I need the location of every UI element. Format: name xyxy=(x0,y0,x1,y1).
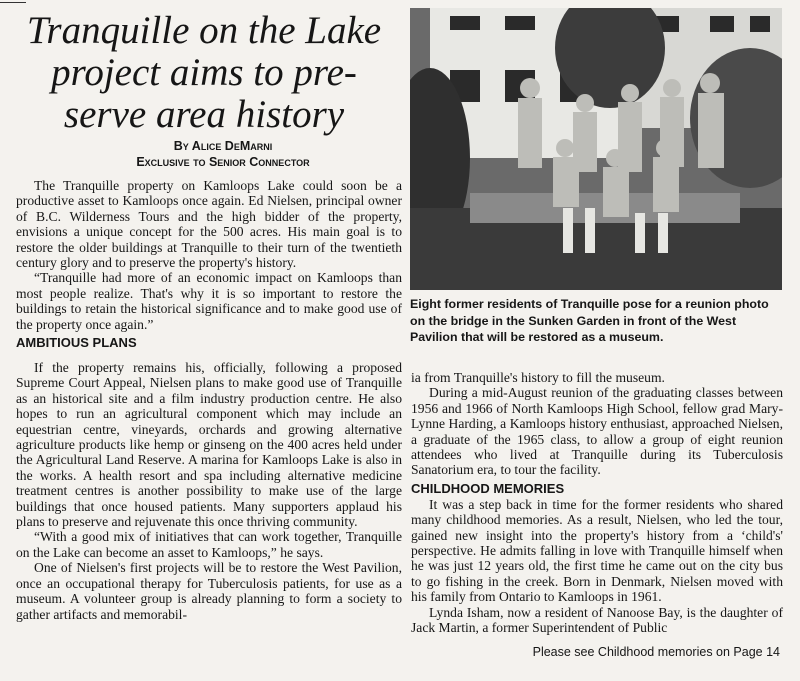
intro-column xyxy=(16,178,402,351)
left-column xyxy=(16,360,402,622)
reunion-photo xyxy=(410,8,782,290)
continued-text: ia from Tranquille's history to fill the museum. xyxy=(411,370,665,385)
credit-line: Exclusive to Senior Connector xyxy=(136,155,310,169)
right-column xyxy=(411,370,783,636)
memories-paragraph-2: Lynda Isham, now a resident of Nanoose Bay, is the daughter of Jack Martin, a former Superintendent of Public xyxy=(411,604,783,636)
memories-paragraph-1: It was a step back in time for the former residents who shared many childhood memories. As a result, Nielsen, who led the tour, gained new insight into the property's history from a ‘child's' perspective. He admits falling in love with Tranquille himself when he was just 12 years old, the first time he came out on the city bus to go fishing in the creek. Born in Denmark, Nielsen moved with his family from Ontario to Kamloops in 1961. xyxy=(411,496,783,605)
section-heading-ambitious-plans: AMBITIOUS PLANS xyxy=(16,335,137,351)
intro-paragraph-1: The Tranquille property on Kamloops Lake could soon be a productive asset to Kamloops once again. Ed Nielsen, principal owner of B.C. Wilderness Tours and the high bidder of the property, envisions a unique concept for the 500 acres. His main goal is to restore the older buildings at Tranquille to their turn of the twentieth century glory and to preserve the property's history. xyxy=(16,178,402,271)
jump-line: Please see Childhood memories on Page 14 xyxy=(532,645,780,659)
byline: By Alice DeMarni xyxy=(173,139,273,153)
headline xyxy=(8,10,400,136)
top-rule xyxy=(0,2,26,3)
reunion-paragraph: During a mid-August reunion of the graduating classes between 1956 and 1966 of North Kamloops High School, fellow grad Mary-Lynne Harding, a Kamloops history enthusiast, approached Nielsen, a graduate of the 1965 class, to allow a group of eight reunion attendees who lived at Tranquille during its Tuberculosis Sanatorium era, to tour the facility. xyxy=(411,385,783,478)
plans-paragraph-3: One of Nielsen's first projects will be to restore the West Pavilion, once an occupational therapy for Tuberculosis patients, for use as a museum. A volunteer group is already planning to form a society to gather artifacts and memorabil- xyxy=(16,560,402,622)
intro-paragraph-2: “Tranquille had more of an economic impact on Kamloops than most people realize. That's why it is so important to restore the buildings to retain the historical significance and to make good use of the property once again.” xyxy=(16,270,402,332)
plans-paragraph-1: If the property remains his, officially, following a proposed Supreme Court Appeal, Nielsen plans to make good use of Tranquille as an historical site and a film industry production centre. He also hopes to run an agricultural component which may include an equestrian centre, vineyards, orchards and growing alternative agriculture products like hemp or ginseng on the 400 acres held under the Agricultural Land Reserve. A marina for Kamloops Lake is also in the works. A health resort and spa including alternative medicine treatment centres is another possibility to make use of the large buildings that once housed patients. Many supporters applaud his plans to preserve and rejuvenate this once thriving community. xyxy=(16,360,402,530)
plans-paragraph-2: “With a good mix of initiatives that can work together, Tranquille on the Lake can become an asset to Kamloops,” he says. xyxy=(16,529,402,560)
byline-block xyxy=(108,138,338,170)
section-heading-childhood-memories: CHILDHOOD MEMORIES xyxy=(411,480,565,496)
headline-line-1: Tranquille on the Lake xyxy=(26,9,382,52)
headline-line-2: project aims to pre- xyxy=(51,51,357,94)
photo-caption: Eight former residents of Tranquille pose for a reunion photo on the bridge in the Sunken Garden in front of the West Pavilion that will be restored as a museum. xyxy=(410,297,769,344)
reunion-photo-image xyxy=(410,8,782,290)
headline-line-3: serve area history xyxy=(63,93,345,136)
